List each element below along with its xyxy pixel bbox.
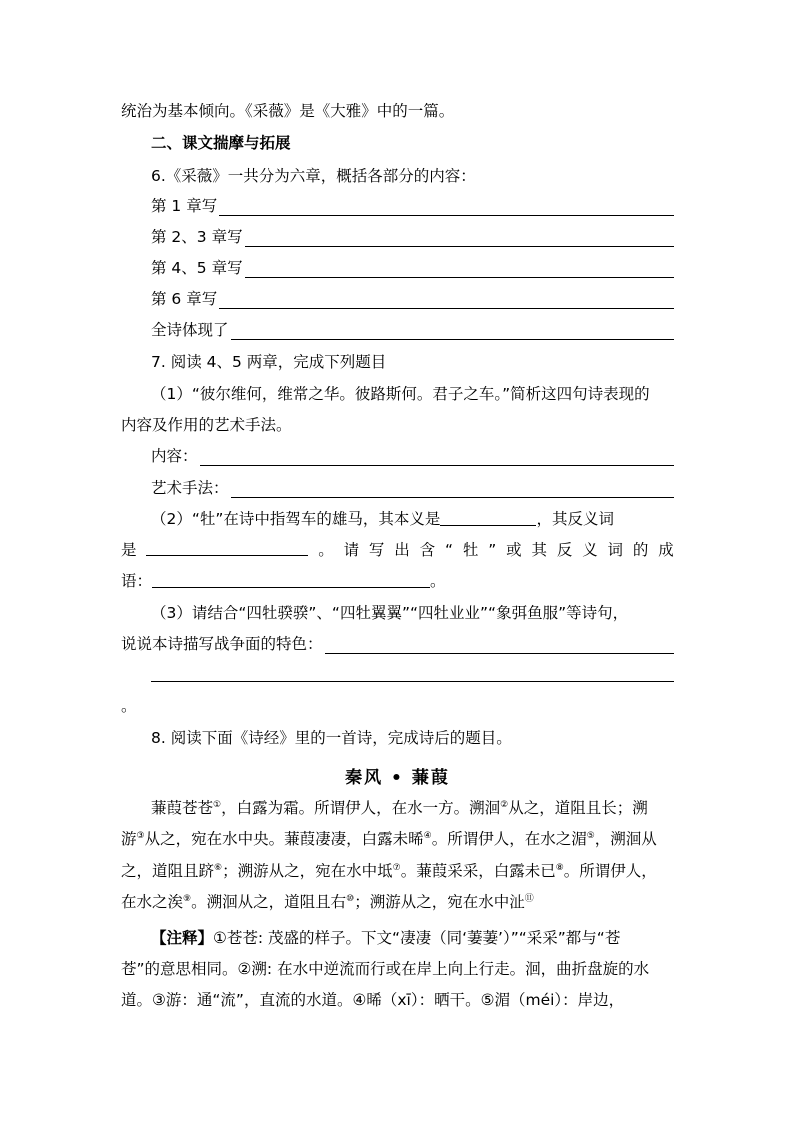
poem-line-1 [151, 798, 674, 818]
poem-text: 之，道阻且跻 [121, 862, 215, 880]
q7-sub2-text-d: 语： [121, 572, 153, 590]
footnote-ref: ③ [136, 830, 145, 841]
note-heading: 【注释】 [151, 929, 214, 947]
q7-sub2-char: 出 [394, 541, 410, 559]
poem-text: 游 [121, 830, 137, 848]
q7-content-label: 内容： [151, 447, 198, 465]
poem-text: 。所谓伊人， [563, 862, 657, 880]
q7-sub2-char: 其 [531, 541, 547, 559]
q7-sub2-text-a: （2）“牡”在诗中指驾车的雄马，其本义是 [151, 510, 441, 528]
q7-sub2-char: 或 [506, 541, 522, 559]
note-line-2: 苍”的意思相同。②溯: 在水中逆流而行或在岸上向上行走。洄，曲折盘旋的水 [121, 960, 650, 978]
poem-title: 秦风 • 蒹葭 [345, 768, 450, 788]
q7-sub2-char: “ [445, 541, 454, 559]
q6-row-1-blank[interactable] [219, 199, 674, 216]
q7-sub2-char: 请 [343, 541, 360, 559]
q7-sub2-char: 义 [582, 541, 598, 559]
poem-text: 。蒹葭采采，白露未已 [400, 862, 556, 880]
q7-sub2-blank-antonym[interactable] [146, 540, 308, 556]
q7-sub2-char: 的 [632, 541, 649, 559]
q7-sub2-blank-meaning[interactable] [440, 510, 536, 526]
q7-sub2-line2 [121, 540, 674, 560]
q7-sub2-char: 。 [318, 541, 334, 559]
footnote-ref: ① [213, 799, 222, 810]
q7-sub2-char: 词 [607, 541, 624, 559]
q7-sub3-row [121, 634, 674, 654]
q6-row-5-label: 全诗体现了 [151, 321, 229, 339]
footnote-ref: ⑪ [524, 893, 534, 904]
section2-heading: 二、课文揣摩与拓展 [151, 134, 291, 152]
q6-row-2 [151, 227, 674, 247]
poem-text: 在水之涘 [121, 893, 184, 911]
q7-sub3-line1: （3）请结合“四牡骙骙”、“四牡翼翼”“四牡业业”“象弭鱼服”等诗句， [151, 604, 629, 622]
q6-row-3 [151, 258, 674, 278]
q7-sub2-text-e: 。 [430, 572, 446, 590]
footnote-ref: ⑨ [183, 893, 192, 904]
poem-text: ；溯游从之，宛在水中坻 [222, 862, 393, 880]
note-line-1 [151, 928, 674, 948]
q7-sub1-line1: （1）“彼尔维何，维常之华。彼路斯何。君子之车。”简析这四句诗表现的 [151, 385, 650, 403]
poem-line-4 [121, 892, 674, 912]
q6-row-5 [151, 320, 674, 340]
footnote-ref: ② [500, 799, 509, 810]
poem-line-2 [121, 829, 674, 849]
footnote-ref: ⑧ [555, 862, 564, 873]
q6-prompt: 6.《采薇》一共分为六章，概括各部分的内容： [151, 167, 476, 185]
poem-text: 从之，宛在水中央。蒹葭凄凄，白露未晞 [144, 830, 424, 848]
q7-content-row [151, 446, 674, 466]
q6-row-2-label: 第 2、3 章写 [151, 228, 243, 246]
poem-text: 蒹葭苍苍 [151, 799, 214, 817]
q7-sub2-char: 成 [658, 541, 674, 559]
q6-row-1 [151, 196, 674, 216]
q7-sub3-end: 。 [121, 697, 137, 715]
q7-art-label: 艺术手法： [151, 479, 229, 497]
footnote-ref: ⑥ [214, 862, 223, 873]
footnote-ref: ⑤ [586, 830, 595, 841]
q6-row-4-blank[interactable] [219, 292, 674, 309]
q7-sub2-char: 含 [419, 541, 436, 559]
intro-tail-text: 统治为基本倾向。《采薇》是《大雅》中的一篇。 [121, 102, 455, 120]
poem-text: ，溯洄从 [594, 830, 657, 848]
q6-row-1-label: 第 1 章写 [151, 197, 218, 215]
poem-text: 从之，道阻且长；溯 [508, 799, 648, 817]
q7-art-row [151, 478, 674, 498]
poem-line-3 [121, 861, 674, 881]
note-line-3: 道。③游：通“流”，直流的水道。④晞（xī）：晒干。⑤湄（méi）：岸边， [121, 991, 625, 1009]
q8-prompt: 8. 阅读下面《诗经》里的一首诗，完成诗后的题目。 [151, 729, 512, 747]
q7-sub2-char: ” [488, 541, 497, 559]
footnote-ref: ④ [423, 830, 432, 841]
q7-sub3-extra-rule[interactable] [151, 681, 674, 682]
q7-art-blank[interactable] [231, 481, 674, 498]
q7-sub2-blank-idiom[interactable] [152, 572, 430, 588]
q7-content-blank[interactable] [200, 449, 674, 466]
q6-row-4-label: 第 6 章写 [151, 290, 218, 308]
q7-sub2-text-b: ，其反义词 [536, 510, 614, 528]
q7-sub1-line2: 内容及作用的艺术手法。 [121, 416, 292, 434]
poem-text: 。溯洄从之，道阻且右 [191, 893, 347, 911]
poem-text: 。所谓伊人，在水之湄 [431, 830, 587, 848]
poem-text: ，白露为霜。所谓伊人，在水一方。溯洄 [221, 799, 501, 817]
q6-row-5-blank[interactable] [231, 323, 674, 340]
q7-sub3-label: 说说本诗描写战争面的特色： [121, 635, 323, 653]
note-text: ①苍苍: 茂盛的样子。下文“凄凄（同‘萋萋’）”“采采”都与“苍 [213, 929, 621, 947]
q7-sub2-char: 是 [121, 541, 137, 559]
footnote-ref: ⑦ [392, 862, 401, 873]
poem-text: ；溯游从之，宛在水中沚 [354, 893, 525, 911]
q7-sub2-char: 牡 [462, 541, 479, 559]
q7-sub2-char: 反 [556, 541, 573, 559]
q6-row-4 [151, 289, 674, 309]
q7-sub2-line3 [121, 571, 674, 591]
q7-prompt: 7. 阅读 4、5 两章，完成下列题目 [151, 353, 387, 371]
q6-row-3-blank[interactable] [245, 261, 674, 278]
q7-sub3-blank[interactable] [325, 637, 674, 654]
q7-sub2-line1 [151, 509, 674, 529]
footnote-ref: ⑩ [346, 893, 355, 904]
q7-sub2-char: 写 [368, 541, 385, 559]
q6-row-3-label: 第 4、5 章写 [151, 259, 243, 277]
q6-row-2-blank[interactable] [245, 230, 674, 247]
